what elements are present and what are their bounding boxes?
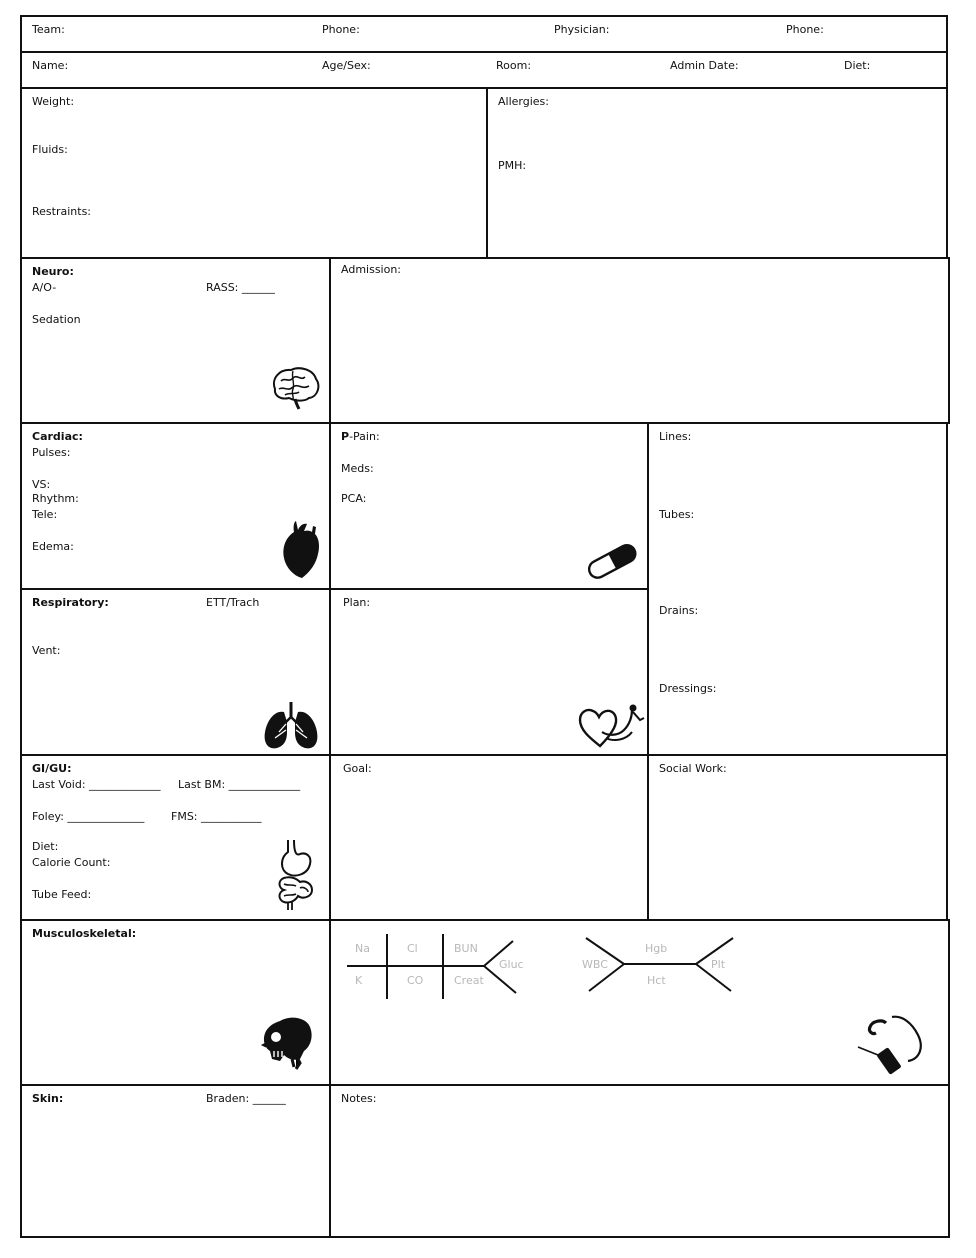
lungs-icon xyxy=(263,702,319,750)
skin-box xyxy=(20,1084,331,1238)
goal-box xyxy=(329,754,649,921)
cardiac-title: Cardiac: xyxy=(32,430,83,443)
stethoscope-heart-icon xyxy=(578,702,646,752)
tubes-label: Tubes: xyxy=(659,508,695,521)
lab-cl: Cl xyxy=(407,942,418,955)
skull-icon xyxy=(260,1015,316,1071)
social-work-label: Social Work: xyxy=(659,762,727,775)
lab-na: Na xyxy=(355,942,370,955)
gigu-title: GI/GU: xyxy=(32,762,72,775)
pulses-label: Pulses: xyxy=(32,446,71,459)
goal-label: Goal: xyxy=(343,762,372,775)
lab-creat: Creat xyxy=(454,974,484,987)
skin-title: Skin: xyxy=(32,1092,64,1105)
lines-box xyxy=(647,422,948,756)
age-sex-label: Age/Sex: xyxy=(322,59,371,72)
phone-label: Phone: xyxy=(322,23,360,36)
lab-bun: BUN xyxy=(454,942,478,955)
name-label: Name: xyxy=(32,59,69,72)
pill-icon xyxy=(583,540,641,582)
last-void-label: Last Void: _____________ xyxy=(32,778,161,791)
social-work-box xyxy=(647,754,948,921)
pca-label: PCA: xyxy=(341,492,367,505)
lab-k: K xyxy=(355,974,363,987)
brain-icon xyxy=(269,365,321,411)
lab-hgb: Hgb xyxy=(645,942,668,955)
physician-phone-label: Phone: xyxy=(786,23,824,36)
restraints-label: Restraints: xyxy=(32,205,92,218)
lab-gluc: Gluc xyxy=(499,958,524,971)
musculoskeletal-box xyxy=(20,919,331,1086)
physician-label: Physician: xyxy=(554,23,610,36)
bmp-fishbone xyxy=(331,921,948,1084)
room-label: Room: xyxy=(496,59,532,72)
ao-label: A/O- xyxy=(32,281,57,294)
fluids-label: Fluids: xyxy=(32,143,68,156)
lab-plt: Plt xyxy=(711,958,726,971)
admission-box xyxy=(329,257,950,424)
last-bm-label: Last BM: _____________ xyxy=(178,778,301,791)
header-row-1 xyxy=(20,15,948,53)
lab-wbc: WBC xyxy=(582,958,608,971)
calorie-count-label: Calorie Count: xyxy=(32,856,111,869)
admin-date-label: Admin Date: xyxy=(670,59,739,72)
team-label: Team: xyxy=(32,23,65,36)
lab-hct: Hct xyxy=(647,974,666,987)
tele-label: Tele: xyxy=(32,508,58,521)
diet-label-gi: Diet: xyxy=(32,840,59,853)
meds-label: Meds: xyxy=(341,462,374,475)
admission-label: Admission: xyxy=(341,263,402,276)
tube-feed-label: Tube Feed: xyxy=(32,888,92,901)
drains-label: Drains: xyxy=(659,604,699,617)
pmh-label: PMH: xyxy=(498,159,527,172)
musculoskeletal-title: Musculoskeletal: xyxy=(32,927,137,940)
header-row-2 xyxy=(20,51,948,89)
foley-label: Foley: ______________ xyxy=(32,810,145,823)
lab-co: CO xyxy=(407,974,424,987)
weight-box xyxy=(20,87,488,259)
pain-box xyxy=(329,422,649,590)
notes-label: Notes: xyxy=(341,1092,377,1105)
respiratory-box xyxy=(20,588,331,756)
ett-trach-label: ETT/Trach xyxy=(206,596,260,609)
respiratory-title: Respiratory: xyxy=(32,596,109,609)
dressings-label: Dressings: xyxy=(659,682,717,695)
gigu-box xyxy=(20,754,331,921)
vent-label: Vent: xyxy=(32,644,61,657)
plan-label: Plan: xyxy=(343,596,371,609)
neuro-box xyxy=(20,257,331,424)
rhythm-label: Rhythm: xyxy=(32,492,79,505)
pain-rest: -Pain: xyxy=(349,430,380,443)
pain-p: P xyxy=(341,430,350,443)
diet-label: Diet: xyxy=(844,59,871,72)
stomach-icon xyxy=(274,838,318,910)
fms-label: FMS: ___________ xyxy=(171,810,262,823)
allergies-label: Allergies: xyxy=(498,95,549,108)
cardiac-box xyxy=(20,422,331,590)
vs-label: VS: xyxy=(32,478,51,491)
braden-label: Braden: ______ xyxy=(206,1092,286,1105)
notes-box xyxy=(329,1084,950,1238)
lines-label: Lines: xyxy=(659,430,692,443)
rass-label: RASS: ______ xyxy=(206,281,275,294)
edema-label: Edema: xyxy=(32,540,74,553)
allergies-box xyxy=(486,87,948,259)
heart-icon xyxy=(280,520,322,580)
neuro-title: Neuro: xyxy=(32,265,74,278)
plan-box xyxy=(329,588,649,756)
labs-box xyxy=(329,919,950,1086)
pain-label xyxy=(341,430,380,444)
weight-label: Weight: xyxy=(32,95,75,108)
sedation-label: Sedation xyxy=(32,313,81,326)
